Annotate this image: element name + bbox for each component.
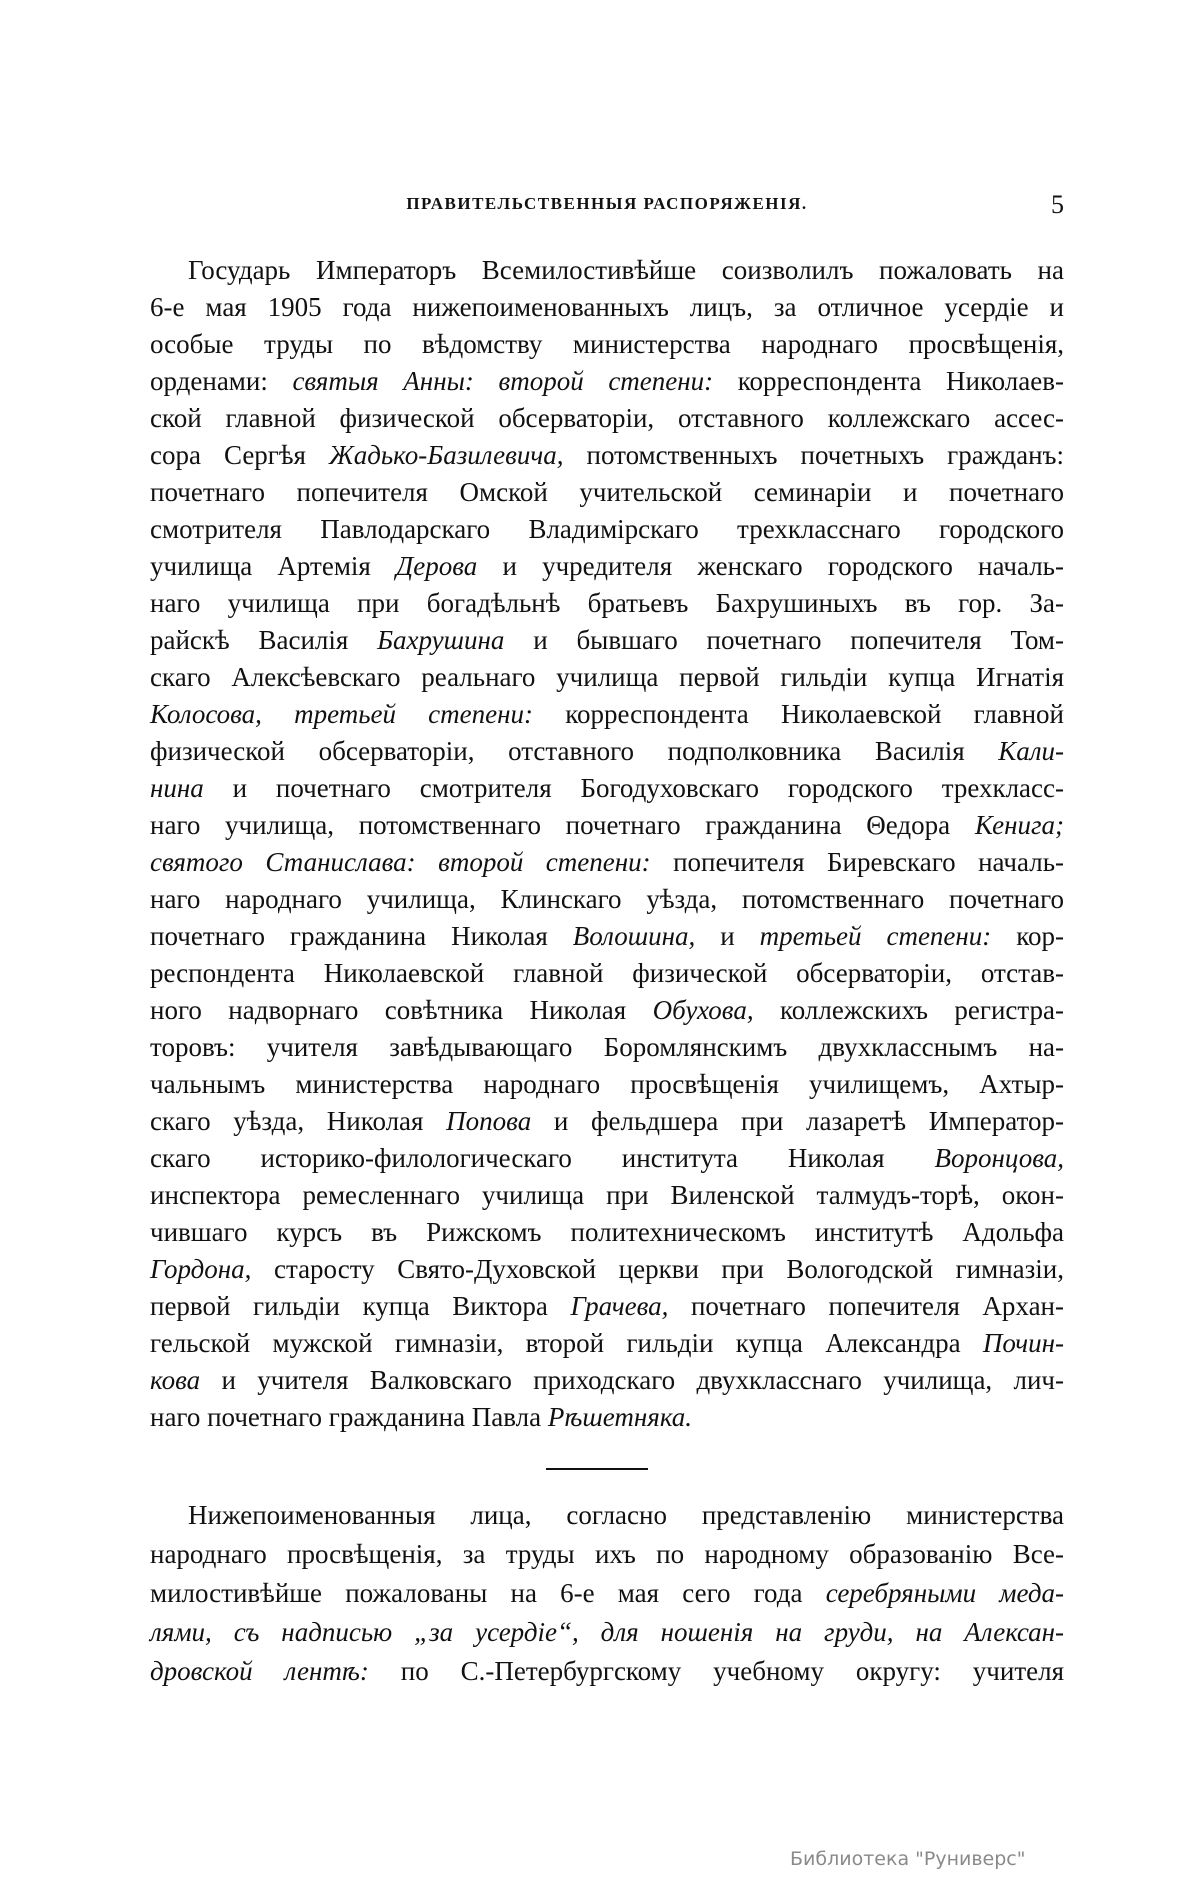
italic-text: Рѣшетняка. [547, 1402, 693, 1432]
italic-text: Бахрушина [377, 625, 505, 655]
text-line [150, 1140, 1064, 1177]
italic-text: Дерова [396, 551, 478, 581]
italic-text: Колосова, третьей степени: [150, 699, 534, 729]
text-segment: инспектора ремесленнаго училища при Виленской талмудъ-торѣ, окон- [150, 1180, 1064, 1210]
text-line [150, 1251, 1064, 1288]
text-segment: физической обсерваторіи, отставного подполковника Василія [150, 736, 999, 766]
text-line [150, 1399, 1064, 1436]
text-segment: коллежскихъ регистра- [753, 995, 1064, 1025]
italic-text: Грачева, [570, 1291, 669, 1321]
italic-text: святого Станислава: второй степени: [150, 847, 651, 877]
text-line [150, 1177, 1064, 1214]
italic-text: Обухова, [652, 995, 754, 1025]
italic-text: Попова [446, 1106, 532, 1136]
text-line [150, 622, 1064, 659]
text-segment: ской главной физической обсерваторіи, отставного коллежскаго ассес- [150, 403, 1064, 433]
text-line [150, 1613, 1064, 1652]
text-line [150, 289, 1064, 326]
text-segment: милостивѣйше пожалованы на 6-е мая сего года [150, 1578, 826, 1608]
text-line [150, 1652, 1064, 1691]
italic-text: третьей степени: [759, 921, 992, 951]
text-line [150, 807, 1064, 844]
text-segment: ного надворнаго совѣтника Николая [150, 995, 653, 1025]
italic-text: Кенига; [974, 810, 1064, 840]
text-segment: и бывшаго почетнаго попечителя Том- [504, 625, 1065, 655]
text-segment: чившаго курсъ въ Рижскомъ политехническомъ институтѣ Адольфа [150, 1217, 1064, 1247]
italic-text: святыя Анны: второй степени: [292, 366, 714, 396]
italic-text: Кали- [998, 736, 1064, 766]
text-segment: наго почетнаго гражданина Павла [150, 1402, 548, 1432]
text-line [150, 1535, 1064, 1574]
text-segment: училища Артемія [150, 551, 397, 581]
text-segment: райскѣ Василія [150, 625, 378, 655]
page-number: 5 [1051, 190, 1064, 219]
text-segment: респондента Николаевской главной физической обсерваторіи, отстав- [150, 958, 1064, 988]
text-segment: сора Сергѣя [150, 440, 329, 470]
text-line [150, 326, 1064, 363]
text-segment: наго училища, потомственнаго почетнаго гражданина Θедора [150, 810, 975, 840]
text-line [150, 1496, 1064, 1535]
text-line [150, 733, 1064, 770]
text-line [150, 1103, 1064, 1140]
text-segment: первой гильдіи купца Виктора [150, 1291, 571, 1321]
italic-text: серебряными меда- [825, 1578, 1064, 1608]
text-segment: и фельдшера при лазаретѣ Император- [531, 1106, 1064, 1136]
text-line [150, 770, 1064, 807]
text-line [150, 474, 1064, 511]
text-segment: наго училища при богадѣльнѣ братьевъ Бахрушиныхъ въ гор. За- [150, 588, 1064, 618]
text-segment: орденами: [150, 366, 293, 396]
text-segment: почетнаго попечителя Омской учительской семинаріи и почетнаго [150, 477, 1064, 507]
text-segment: попечителя Биревскаго началь- [650, 847, 1065, 877]
text-segment: старосту Свято-Духовской церкви при Вологодской гимназіи, [251, 1254, 1064, 1284]
text-line [150, 1574, 1064, 1613]
text-segment: Нижепоименованныя лица, согласно представленію министерства [188, 1500, 1064, 1530]
text-line [150, 1288, 1064, 1325]
running-head [150, 190, 1064, 220]
text-line [150, 363, 1064, 400]
text-line [150, 252, 1064, 289]
paragraph-medals [150, 1496, 1064, 1691]
text-line [150, 1066, 1064, 1103]
text-segment: кор- [991, 921, 1064, 951]
text-line [150, 1029, 1064, 1066]
italic-text: лями, съ надписью „за усердіе“, для ношенія на груди, на Алексан- [150, 1617, 1064, 1647]
text-segment: чальнымъ министерства народнаго просвѣщенія училищемъ, Ахтыр- [150, 1069, 1064, 1099]
italic-text: кова [150, 1365, 201, 1395]
text-line [150, 511, 1064, 548]
text-segment: и [695, 921, 760, 951]
text-segment: скаго историко-филологическаго института Николая [150, 1143, 935, 1173]
text-line [150, 400, 1064, 437]
text-segment: особые труды по вѣдомству министерства народнаго просвѣщенія, [150, 329, 1064, 359]
italic-text: Волошина, [572, 921, 696, 951]
text-segment: почетнаго попечителя Архан- [668, 1291, 1064, 1321]
italic-text: нина [150, 773, 204, 803]
text-line [150, 696, 1064, 733]
text-line [150, 1325, 1064, 1362]
library-watermark: Библиотека "Руниверс" [790, 1848, 1026, 1870]
text-segment: корреспондента Николаевской главной [533, 699, 1064, 729]
text-line [150, 548, 1064, 585]
italic-text: Жадько-Базилевича, [329, 440, 564, 470]
text-line [150, 1362, 1064, 1399]
text-segment: почетнаго гражданина Николая [150, 921, 573, 951]
text-segment: гельской мужской гимназіи, второй гильдіи купца Александра [150, 1328, 983, 1358]
text-line [150, 955, 1064, 992]
text-line [150, 1214, 1064, 1251]
text-segment: смотрителя Павлодарскаго Владимірскаго трехкласснаго городского [150, 514, 1064, 544]
text-line [150, 437, 1064, 474]
text-line [150, 659, 1064, 696]
text-line [150, 881, 1064, 918]
text-segment: торовъ: учителя завѣдывающаго Боромлянскимъ двухкласснымъ на- [150, 1032, 1064, 1062]
text-line [150, 918, 1064, 955]
text-segment: наго народнаго училища, Клинскаго уѣзда, потомственнаго почетнаго [150, 884, 1064, 914]
italic-text: дровской лентѣ: [150, 1656, 369, 1686]
italic-text: Гордона, [150, 1254, 252, 1284]
text-segment: Государь Императоръ Всемилостивѣйше соизволилъ пожаловать на [188, 255, 1064, 285]
text-segment: и почетнаго смотрителя Богодуховскаго городского трехкласс- [203, 773, 1064, 803]
italic-text: Почин- [982, 1328, 1064, 1358]
section-divider [546, 1468, 648, 1470]
text-segment: 6-е мая 1905 года нижепоименованныхъ лицъ, за отличное усердіе и [150, 292, 1064, 322]
running-head-title: ПРАВИТЕЛЬСТВЕННЫЯ РАСПОРЯЖЕНІЯ. [406, 194, 808, 213]
text-line [150, 992, 1064, 1029]
text-segment: потомственныхъ почетныхъ гражданъ: [563, 440, 1065, 470]
text-segment: и учителя Валковскаго приходскаго двухкласснаго училища, лич- [200, 1365, 1064, 1395]
text-segment: скаго уѣзда, Николая [150, 1106, 447, 1136]
text-line [150, 585, 1064, 622]
italic-text: Воронцова, [934, 1143, 1064, 1173]
text-segment: и учредителя женскаго городского началь- [477, 551, 1064, 581]
text-segment: по С.-Петербургскому учебному округу: учителя [368, 1656, 1064, 1686]
text-segment: народнаго просвѣщенія, за труды ихъ по народному образованію Все- [150, 1539, 1064, 1569]
paragraph-decree [150, 252, 1064, 1436]
text-segment: скаго Алексѣевскаго реальнаго училища первой гильдіи купца Игнатія [150, 662, 1064, 692]
text-line [150, 844, 1064, 881]
text-segment: корреспондента Николаев- [713, 366, 1064, 396]
